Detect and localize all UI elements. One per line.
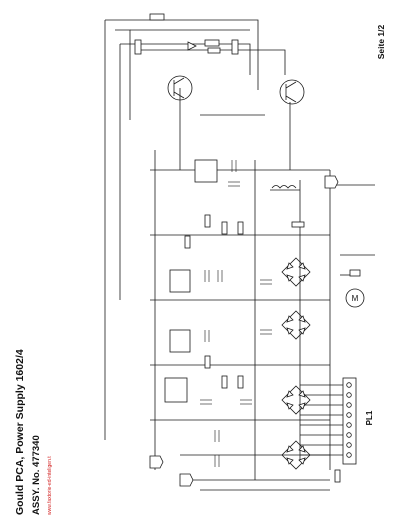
motor-symbol [346, 270, 364, 307]
page-number: Seite 1/2 [376, 24, 386, 60]
wiring [105, 20, 375, 490]
inductor [272, 186, 296, 189]
connector-pl1 [343, 378, 374, 464]
document-title: Gould PCA, Power Supply 1602/4 [14, 349, 26, 515]
motor-label: M [351, 294, 359, 303]
connector-label: PL1 [365, 410, 374, 426]
transistor-q2 [280, 80, 304, 104]
mid-resistors [185, 215, 340, 482]
bridge-rectifiers [282, 258, 310, 469]
capacitors [200, 160, 272, 467]
assembly-number: ASSY. No. 477340 [31, 435, 42, 515]
source-watermark: www.faxtorie-ed-inteligen.t [47, 456, 53, 515]
